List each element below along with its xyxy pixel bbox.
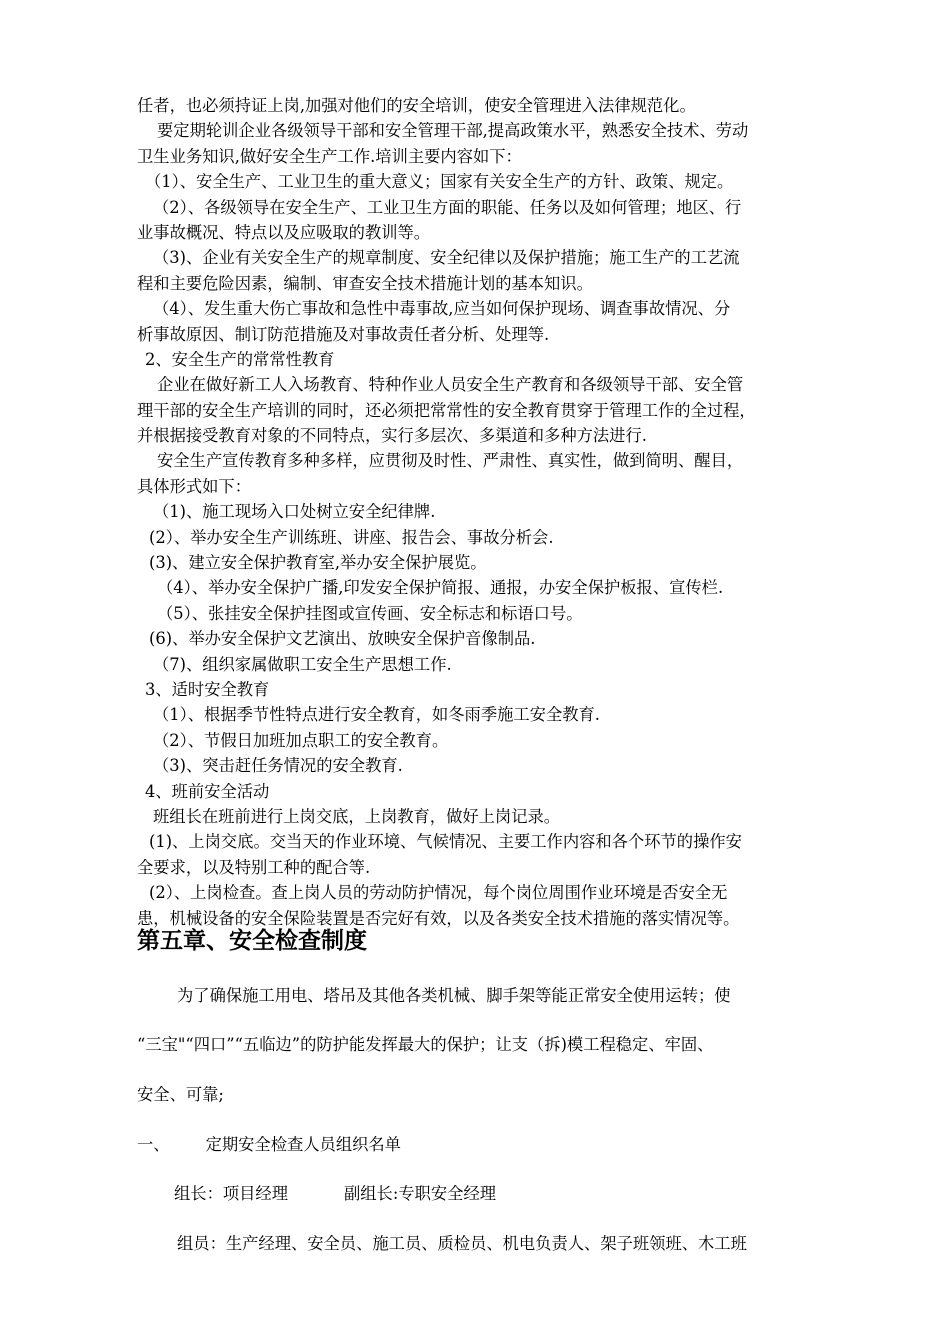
text-line: 理干部的安全生产培训的同时，还必须把常常性的安全教育贯穿于管理工作的全过程， <box>137 400 756 420</box>
text-line: （3)、企业有关安全生产的规章制度、安全纪律以及保护措施；施工生产的工艺流 <box>153 248 740 268</box>
text-line: (2）、举办安全生产训练班、讲座、报告会、事故分析会. <box>149 527 554 547</box>
text-line: （7)、组织家属做职工安全生产思想工作. <box>153 654 452 674</box>
text-line: （4）、发生重大伤亡事故和急性中毒事故,应当如何保护现场、调查事故情况、分 <box>153 299 731 319</box>
text-line: 业事故概况、特点以及应吸取的教训等。 <box>137 222 431 242</box>
text-line: (1)、上岗交底。交当天的作业环境、气候情况、主要工作内容和各个环节的操作安 <box>149 832 742 852</box>
text-line: (6)、举办安全保护文艺演出、放映安全保护音像制品. <box>149 629 536 649</box>
chapter-title: 第五章、安全检查制度 <box>137 928 367 954</box>
chapter-paragraph-line-2: “三宝"“四口”“五临边”的防护能发挥最大的保护；让支（拆)模工程稳定、牢固、 <box>137 1035 714 1054</box>
text-line: 全要求，以及特别工种的配合等. <box>137 857 371 877</box>
text-line: （3)、突击赶任务情况的安全教育. <box>153 756 403 776</box>
leader-label: 组长：项目经理 <box>174 1184 288 1203</box>
text-line: （4）、举办安全保护广播,印发安全保护简报、通报，办安全保护板报、宣传栏. <box>157 578 724 598</box>
text-line: 析事故原因、制订防范措施及对事故责任者分析、处理等. <box>137 324 550 344</box>
text-line: （2）、各级领导在安全生产、工业卫生方面的职能、任务以及如何管理；地区、行 <box>153 197 742 217</box>
text-line: 具体形式如下： <box>137 476 251 496</box>
section-heading <box>137 1133 877 1157</box>
text-line: 3、适时安全教育 <box>145 679 270 699</box>
text-line: 任者，也必须持证上岗,加强对他们的安全培训，使安全管理进入法律规范化。 <box>137 96 696 115</box>
text-line: 卫生业务知识,做好安全生产工作.培训主要内容如下： <box>137 146 522 166</box>
text-line: 企业在做好新工人入场教育、特种作业人员安全生产教育和各级领导干部、安全管 <box>157 375 744 395</box>
leader-line <box>137 1182 877 1206</box>
section-title: 定期安全检查人员组织名单 <box>205 1135 401 1154</box>
text-line: (2）、上岗检查。查上岗人员的劳动防护情况，每个岗位周围作业环境是否安全无 <box>149 883 728 903</box>
text-line: 4、班前安全活动 <box>145 781 270 801</box>
chapter-paragraph-line-3: 安全、可靠; <box>137 1085 224 1104</box>
deputy-leader-label: 副组长:专职安全经理 <box>343 1184 497 1203</box>
text-line: （5）、张挂安全保护挂图或宣传画、安全标志和标语口号。 <box>157 603 583 623</box>
chapter-paragraph-line-1: 为了确保施工用电、塔吊及其他各类机械、脚手架等能正常安全使用运转；使 <box>177 986 731 1005</box>
text-line: （2）、节假日加班加点职工的安全教育。 <box>153 730 449 750</box>
text-line: 2、安全生产的常常性教育 <box>145 349 335 369</box>
text-line: 并根据接受教育对象的不同特点，实行多层次、多渠道和多种方法进行. <box>137 426 647 446</box>
text-line: 要定期轮训企业各级领导干部和安全管理干部,提高政策水平，熟悉安全技术、劳动 <box>157 121 749 141</box>
text-line: 患，机械设备的安全保险装置是否完好有效，以及各类安全技术措施的落实情况等。 <box>137 908 740 928</box>
text-line: （1)、施工现场入口处树立安全纪律牌. <box>153 502 436 522</box>
text-line: 安全生产宣传教育多种多样，应贯彻及时性、严肃性、真实性，做到简明、醒目， <box>157 451 744 471</box>
text-line: 程和主要危险因素，编制、审查安全技术措施计划的基本知识。 <box>137 273 593 293</box>
section-number: 一、 <box>137 1135 170 1154</box>
text-line: （1）、安全生产、工业卫生的重大意义；国家有关安全生产的方针、政策、规定。 <box>145 172 734 192</box>
text-line: (3)、建立安全保护教育室,举办安全保护展览。 <box>149 553 487 573</box>
text-line: （1）、根据季节性特点进行安全教育，如冬雨季施工安全教育. <box>153 705 600 725</box>
members-line: 组员：生产经理、安全员、施工员、质检员、机电负责人、架子班领班、木工班 <box>177 1234 747 1253</box>
body-text <box>137 93 867 931</box>
text-line: 班组长在班前进行上岗交底，上岗教育，做好上岗记录。 <box>153 806 561 826</box>
